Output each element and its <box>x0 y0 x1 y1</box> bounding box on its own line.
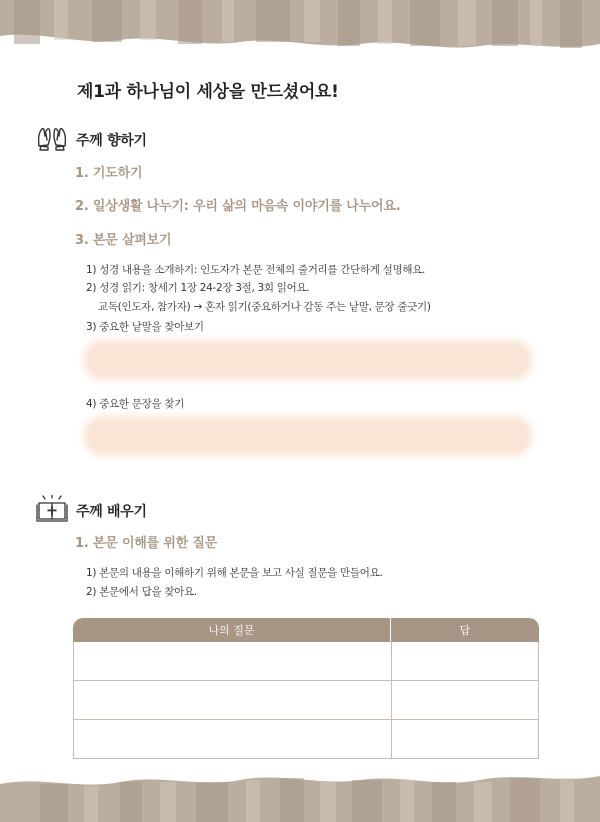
top-decorative-band <box>0 0 600 70</box>
item-daily-sharing: 2. 일상생활 나누기: 우리 삶의 마음속 이야기를 나누어요. <box>75 199 401 214</box>
table-header-answer: 답 <box>459 624 471 637</box>
answer-box-sentences[interactable] <box>88 420 528 452</box>
item-understanding-questions: 1. 본문 이해를 위한 질문 <box>75 536 218 551</box>
answer-box-words[interactable] <box>88 344 528 376</box>
table-row <box>73 720 539 759</box>
table-header <box>73 618 539 642</box>
section-heading-label: 주께 향하기 <box>76 133 147 149</box>
step-find-answers: 2) 본문에서 답을 찾아요. <box>86 586 197 598</box>
item-prayer: 1. 기도하기 <box>75 166 143 181</box>
section-heading-turn-to-lord <box>36 124 147 156</box>
step-read-bible: 2) 성경 읽기: 창세기 1장 24-2장 3절, 3회 읽어요. <box>86 282 310 294</box>
answer-cell[interactable] <box>392 642 538 680</box>
praying-hands-icon <box>36 124 68 156</box>
table-row <box>73 681 539 720</box>
table-header-my-question: 나의 질문 <box>73 618 391 642</box>
answer-cell[interactable] <box>392 681 538 719</box>
lesson-title: 제1과 하나님이 세상을 만드셨어요! <box>77 82 339 102</box>
section-heading-learn-from-lord <box>36 495 147 527</box>
item-text-review: 3. 본문 살펴보기 <box>75 233 172 248</box>
step-find-words: 3) 중요한 낱말을 찾아보기 <box>86 321 204 333</box>
step-find-sentences: 4) 중요한 문장을 찾기 <box>86 398 185 410</box>
step-introduce-content: 1) 성경 내용을 소개하기: 인도자가 본문 전체의 줄거리를 간단하게 설명해요. <box>86 264 426 276</box>
question-cell[interactable] <box>74 720 392 758</box>
step-make-questions: 1) 본문의 내용을 이해하기 위해 본문을 보고 사실 질문을 만들어요. <box>86 567 383 579</box>
question-cell[interactable] <box>74 681 392 719</box>
section-heading-label: 주께 배우기 <box>76 504 147 520</box>
table-row <box>73 642 539 681</box>
open-bible-icon <box>36 495 68 527</box>
question-cell[interactable] <box>74 642 392 680</box>
bottom-decorative-band <box>0 770 600 822</box>
step-read-method: 교독(인도자, 참가자) → 혼자 읽기(중요하거나 감동 주는 낱말, 문장 줄긋기) <box>98 301 431 313</box>
answer-cell[interactable] <box>392 720 538 758</box>
question-answer-table <box>73 618 539 759</box>
